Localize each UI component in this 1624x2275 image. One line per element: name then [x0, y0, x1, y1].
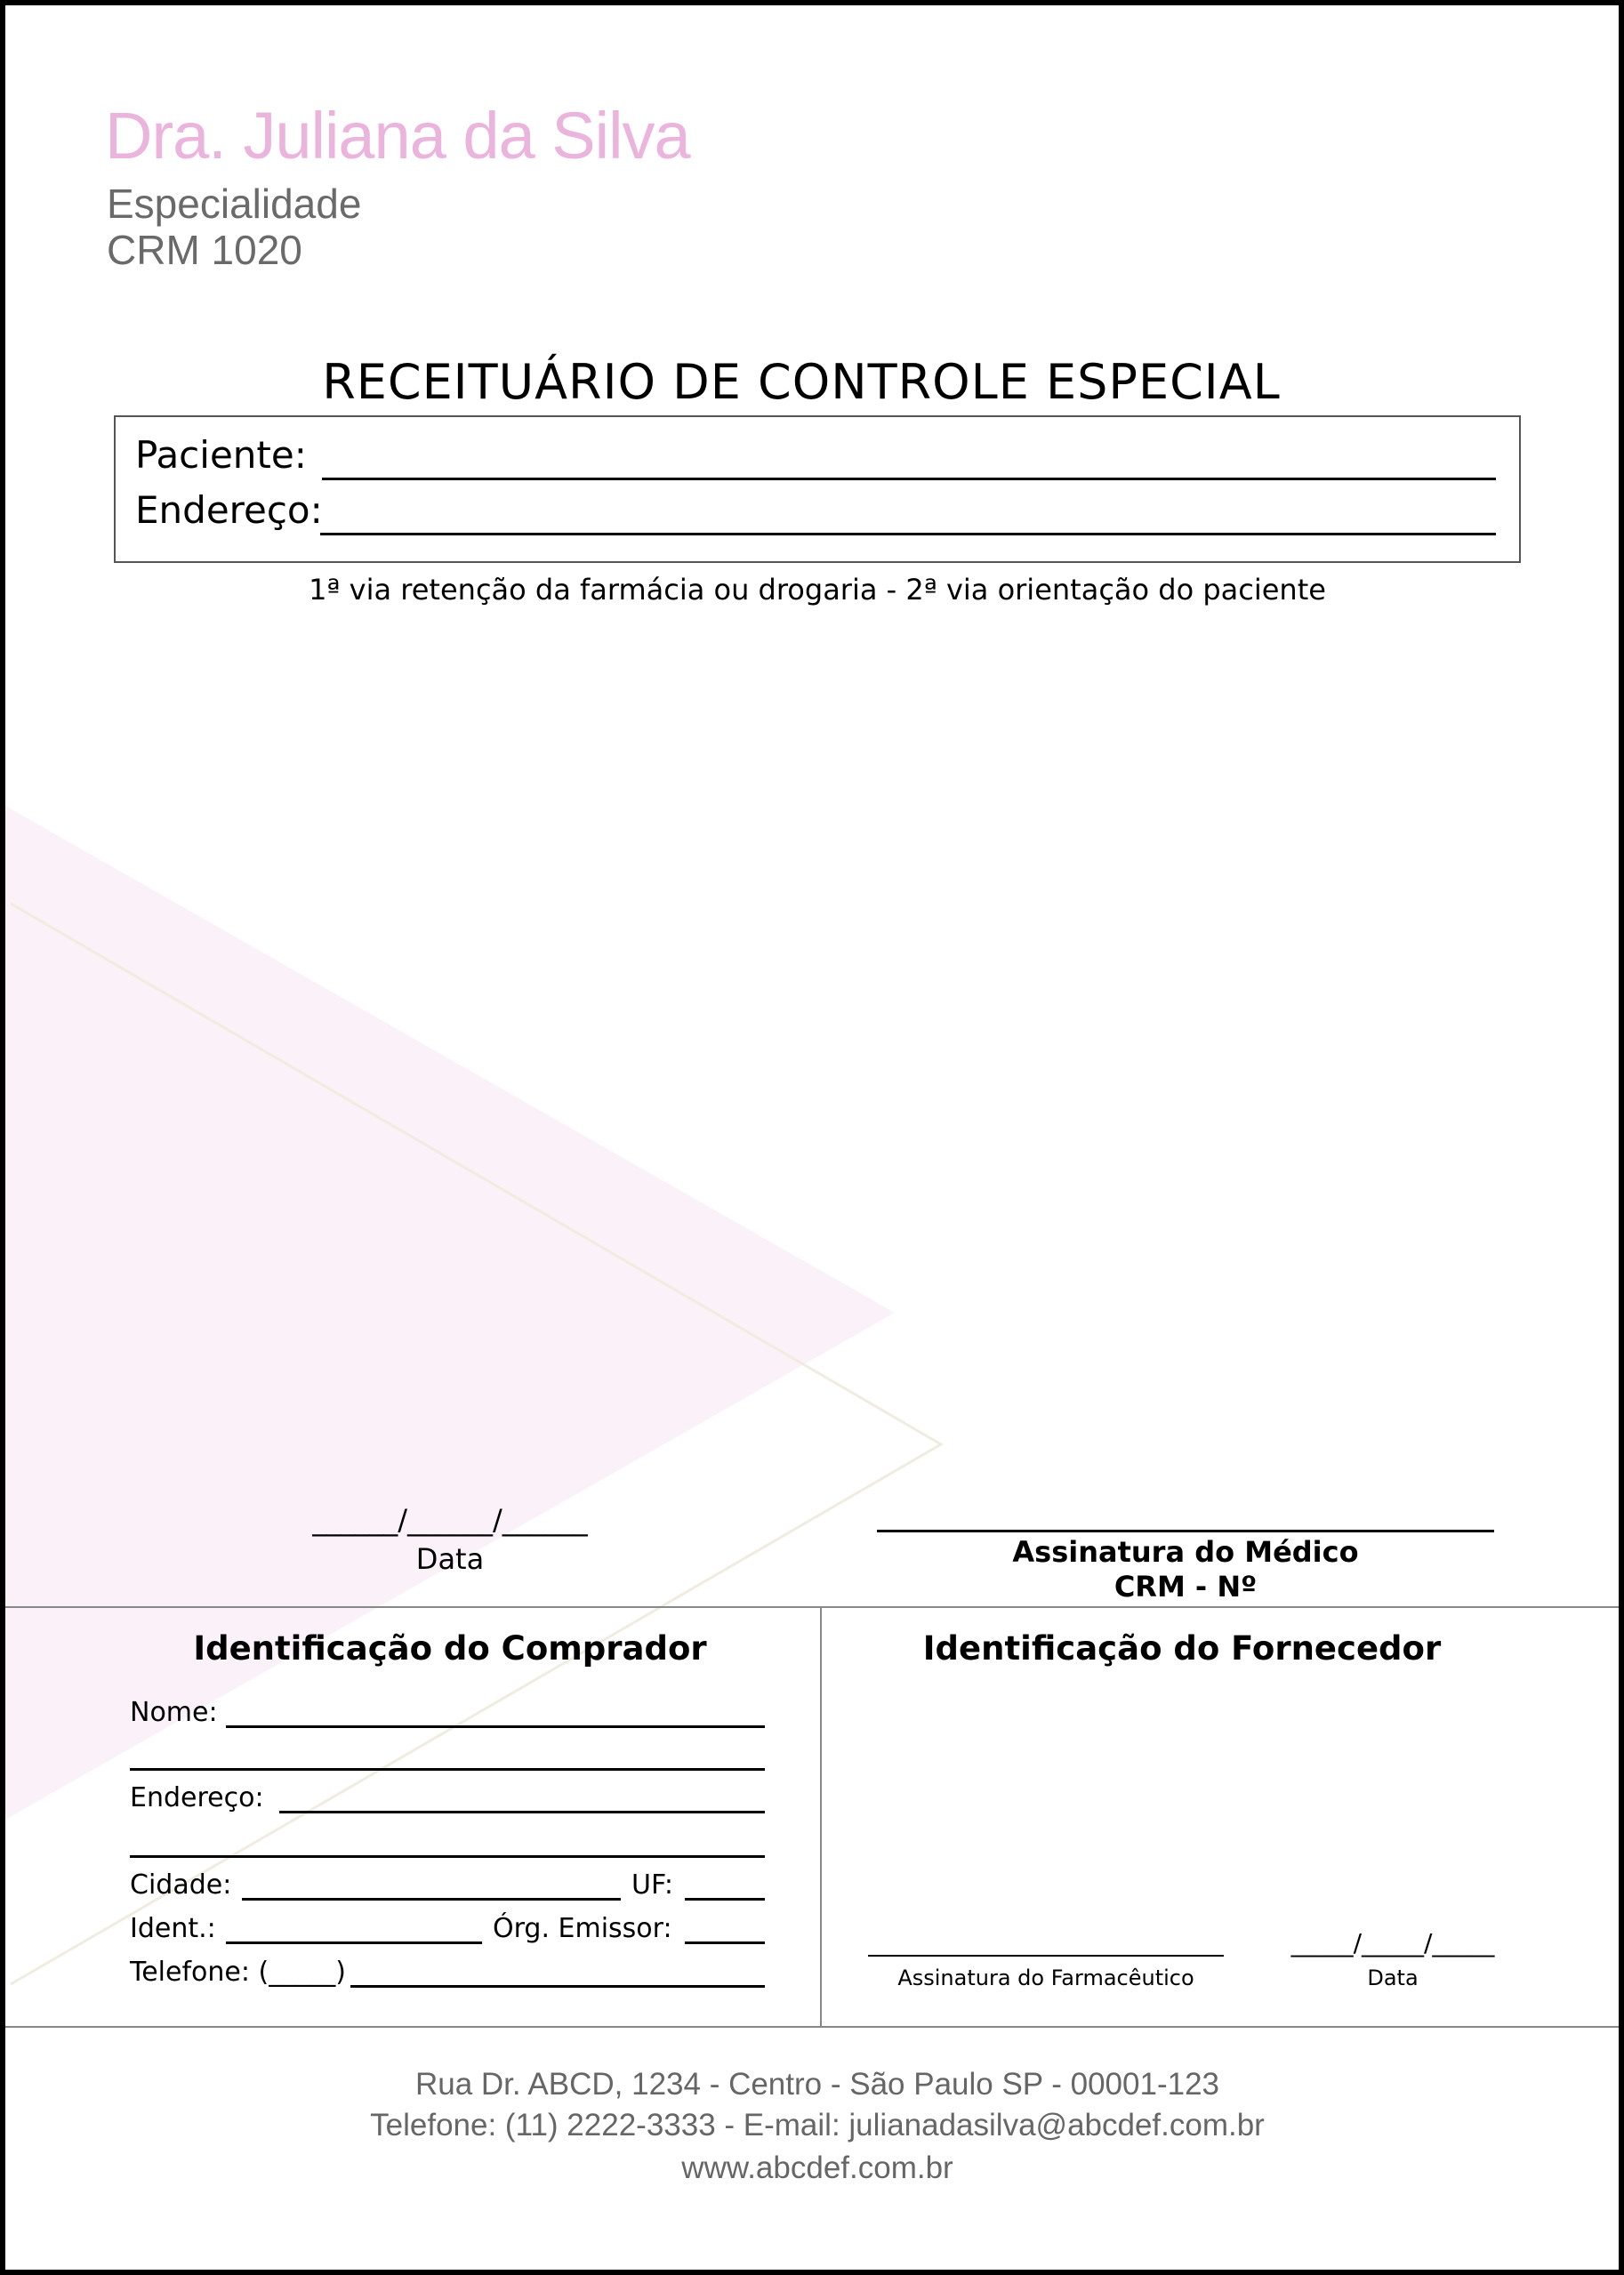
- buyer-issuer-label: Órg. Emissor:: [493, 1913, 672, 1944]
- supplier-date-field[interactable]: _____/_____/_____: [1290, 1928, 1495, 1957]
- buyer-name-label: Nome:: [130, 1697, 218, 1728]
- doctor-specialty: Especialidade: [107, 181, 362, 227]
- buyer-uf-field[interactable]: [685, 1898, 765, 1901]
- buyer-address-field-continuation[interactable]: [130, 1855, 765, 1858]
- buyer-issuer-field[interactable]: [685, 1941, 765, 1944]
- buyer-address-field[interactable]: [279, 1811, 765, 1813]
- buyer-name-field[interactable]: [226, 1725, 765, 1728]
- buyer-city-field[interactable]: [242, 1898, 621, 1901]
- buyer-ident-field[interactable]: [226, 1941, 482, 1944]
- decor-pink-triangle: [5, 806, 895, 1820]
- address-field[interactable]: [320, 533, 1496, 535]
- supplier-section-title: Identificação do Fornecedor: [922, 1629, 1442, 1668]
- doctor-signature-label: Assinatura do Médico: [1012, 1535, 1359, 1569]
- buyer-ident-label: Ident.:: [130, 1913, 216, 1944]
- doctor-crm-number-label: CRM - Nº: [1113, 1570, 1258, 1604]
- buyer-phone-label: Telefone: (_____): [130, 1957, 346, 1988]
- footer-contact: Telefone: (11) 2222-3333 - E-mail: julianadasilva@abcdef.com.br: [370, 2108, 1265, 2142]
- section-divider-vertical: [820, 1606, 822, 2028]
- patient-info-box: [114, 415, 1521, 563]
- doctor-crm: CRM 1020: [107, 227, 302, 273]
- pharmacist-signature-label: Assinatura do Farmacêutico: [897, 1966, 1194, 1990]
- section-divider-top: [5, 1606, 1624, 1608]
- doctor-signature-line[interactable]: [877, 1530, 1494, 1532]
- via-note: 1ª via retenção da farmácia ou drogaria - 2ª via orientação do paciente: [309, 573, 1326, 607]
- prescription-date-label: Data: [415, 1542, 485, 1576]
- buyer-section-title: Identificação do Comprador: [193, 1629, 707, 1668]
- address-label: Endereço:: [135, 488, 323, 532]
- section-divider-bottom: [5, 2026, 1624, 2028]
- pharmacist-signature-line[interactable]: [868, 1955, 1224, 1957]
- buyer-city-label: Cidade:: [130, 1869, 232, 1901]
- patient-field[interactable]: [322, 478, 1496, 480]
- prescription-date-field[interactable]: ______/______/______: [312, 1503, 588, 1537]
- doctor-name: Dra. Juliana da Silva: [105, 99, 690, 173]
- supplier-date-label: Data: [1367, 1966, 1419, 1990]
- document-title: RECEITUÁRIO DE CONTROLE ESPECIAL: [322, 354, 1281, 410]
- buyer-address-label: Endereço:: [130, 1782, 264, 1813]
- patient-label: Paciente:: [135, 433, 307, 477]
- footer-website[interactable]: www.abcdef.com.br: [681, 2150, 953, 2185]
- footer-address: Rua Dr. ABCD, 1234 - Centro - São Paulo SP - 00001-123: [414, 2067, 1220, 2102]
- buyer-uf-label: UF:: [631, 1869, 673, 1901]
- buyer-name-field-continuation[interactable]: [130, 1768, 765, 1771]
- buyer-phone-field[interactable]: [350, 1985, 765, 1988]
